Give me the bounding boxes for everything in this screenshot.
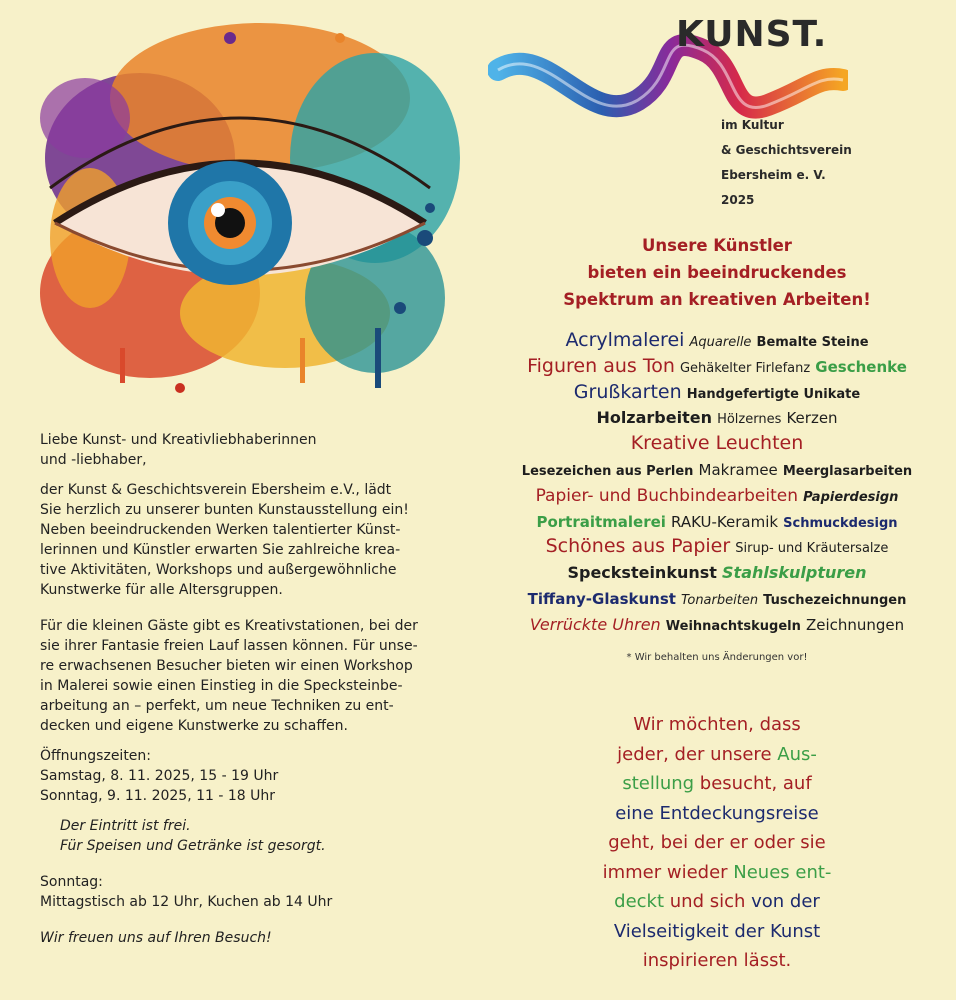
word-cloud-row	[478, 405, 956, 431]
category-word: Lesezeichen aus Perlen	[521, 463, 694, 479]
category-word: Verrückte Uhren	[529, 614, 661, 634]
category-word: Papierdesign	[803, 489, 899, 505]
word-cloud-row	[478, 509, 956, 535]
word-cloud-row	[478, 328, 956, 354]
word-cloud-row	[478, 534, 956, 560]
category-word: Schmuckdesign	[783, 515, 898, 531]
word-cloud-row	[478, 380, 956, 406]
closing-segment: Wir möchten, dass	[633, 714, 801, 735]
opening-hours: Öffnungszeiten: Samstag, 8. 11. 2025, 15 - 19 Uhr Sonntag, 9. 11. 2025, 11 - 18 Uhr	[40, 748, 279, 804]
category-word: RAKU-Keramik	[671, 512, 779, 531]
letter-paragraph-1: der Kunst & Geschichtsverein Ebersheim e.V., lädt Sie herzlich zu unserer bunten Kunstausstellung ein! Neben beeindruckenden Werken talentierter Künst- lerinnen und Künstler erwarten Sie zahlreiche krea- tive Aktivitäten, Workshops und außergewöhnliche Kunstwerke für alle Altersgruppen.	[40, 482, 409, 598]
category-word: Papier- und Buchbindearbeiten	[535, 485, 798, 506]
logo-subtitle: im Kultur & Geschichtsverein Ebersheim e. V. 2025	[721, 118, 852, 207]
category-word: Tuschezeichnungen	[763, 592, 907, 608]
word-cloud-row	[478, 560, 956, 586]
closing-segment: immer wieder	[602, 861, 734, 883]
closing-segment: stellung	[622, 773, 700, 794]
word-cloud-row	[478, 457, 956, 483]
closing-segment: inspirieren lässt.	[642, 950, 792, 971]
closing-segment: und sich	[669, 891, 752, 912]
word-cloud-row	[478, 483, 956, 509]
headline: Unsere Künstler bieten ein beeindruckendes Spektrum an kreativen Arbeiten!	[563, 236, 871, 309]
category-word: Weihnachtskugeln	[665, 618, 801, 634]
category-word: Gehäkelter Firlefanz	[679, 360, 811, 376]
closing-line	[478, 887, 956, 917]
closing-line	[478, 858, 956, 888]
closing-line	[478, 799, 956, 829]
logo-title: KUNST.	[676, 14, 828, 55]
category-word: Figuren aus Ton	[527, 354, 675, 377]
category-word: Schönes aus Papier	[545, 535, 731, 558]
right-column	[478, 0, 956, 1000]
farewell: Wir freuen uns auf Ihren Besuch!	[40, 930, 272, 946]
category-word: Holzarbeiten	[596, 408, 712, 428]
category-word: Acrylmalerei	[565, 329, 685, 351]
closing-line	[478, 769, 956, 799]
closing-line	[478, 917, 956, 947]
closing-segment: Aus-	[777, 743, 817, 765]
category-word: Bemalte Steine	[756, 335, 869, 350]
category-word: Grußkarten	[573, 380, 682, 403]
category-word: Kreative Leuchten	[630, 432, 804, 455]
closing-segment: Neues ent-	[733, 861, 832, 883]
art-categories-word-cloud	[478, 328, 956, 638]
closing-statement	[478, 710, 956, 976]
closing-segment: jeder, der unsere	[617, 743, 778, 765]
category-word: Portraitmalerei	[536, 512, 666, 531]
word-cloud-row	[478, 612, 956, 638]
closing-segment: geht, bei der er oder sie	[608, 832, 826, 853]
disclaimer: * Wir behalten uns Änderungen vor!	[626, 652, 808, 663]
category-word: Zeichnungen	[805, 615, 905, 634]
closing-segment: eine Entdeckungsreise	[615, 802, 819, 824]
category-word: Specksteinkunst	[567, 563, 717, 583]
closing-segment: besucht, auf	[699, 773, 812, 794]
category-word: Geschenke	[815, 357, 907, 376]
category-word: Hölzernes	[717, 412, 782, 428]
category-word: Meerglasarbeiten	[782, 463, 913, 479]
closing-line	[478, 946, 956, 976]
invitation-letter	[40, 430, 440, 964]
category-word: Makramee	[698, 460, 778, 479]
category-word: Sirup- und Kräutersalze	[735, 541, 889, 557]
letter-greeting: Liebe Kunst- und Kreativliebhaberinnen und -liebhaber,	[40, 432, 317, 468]
word-cloud-row	[478, 586, 956, 612]
closing-segment: von der	[751, 891, 820, 912]
sunday-info: Sonntag: Mittagstisch ab 12 Uhr, Kuchen ab 14 Uhr	[40, 874, 333, 910]
admission-notes: Der Eintritt ist frei. Für Speisen und Getränke ist gesorgt.	[60, 818, 326, 854]
category-word: Tonarbeiten	[681, 592, 759, 608]
category-word: Kerzen	[786, 409, 838, 428]
category-word: Handgefertigte Unikate	[686, 386, 861, 402]
category-word: Tiffany-Glaskunst	[527, 589, 676, 608]
closing-line	[478, 740, 956, 770]
closing-segment: Vielseitigkeit der Kunst	[613, 920, 821, 942]
word-cloud-row	[478, 431, 956, 457]
watercolor-eye-icon	[30, 8, 470, 408]
closing-segment: deckt	[614, 891, 670, 912]
closing-line	[478, 710, 956, 740]
category-word: Stahlskulpturen	[722, 563, 867, 583]
word-cloud-row	[478, 354, 956, 380]
closing-line	[478, 828, 956, 858]
category-word: Aquarelle	[689, 335, 752, 350]
letter-paragraph-2: Für die kleinen Gäste gibt es Kreativstationen, bei der sie ihrer Fantasie freien Lauf lassen können. Für unse- re erwachsenen Besucher bieten wir einen Workshop in Malerei sowie einen Einstieg in die Specksteinbe- arbeitung an – perfekt, um neue Techniken zu ent- decken und eigene Kunstwerke zu schaffen.	[40, 618, 418, 734]
